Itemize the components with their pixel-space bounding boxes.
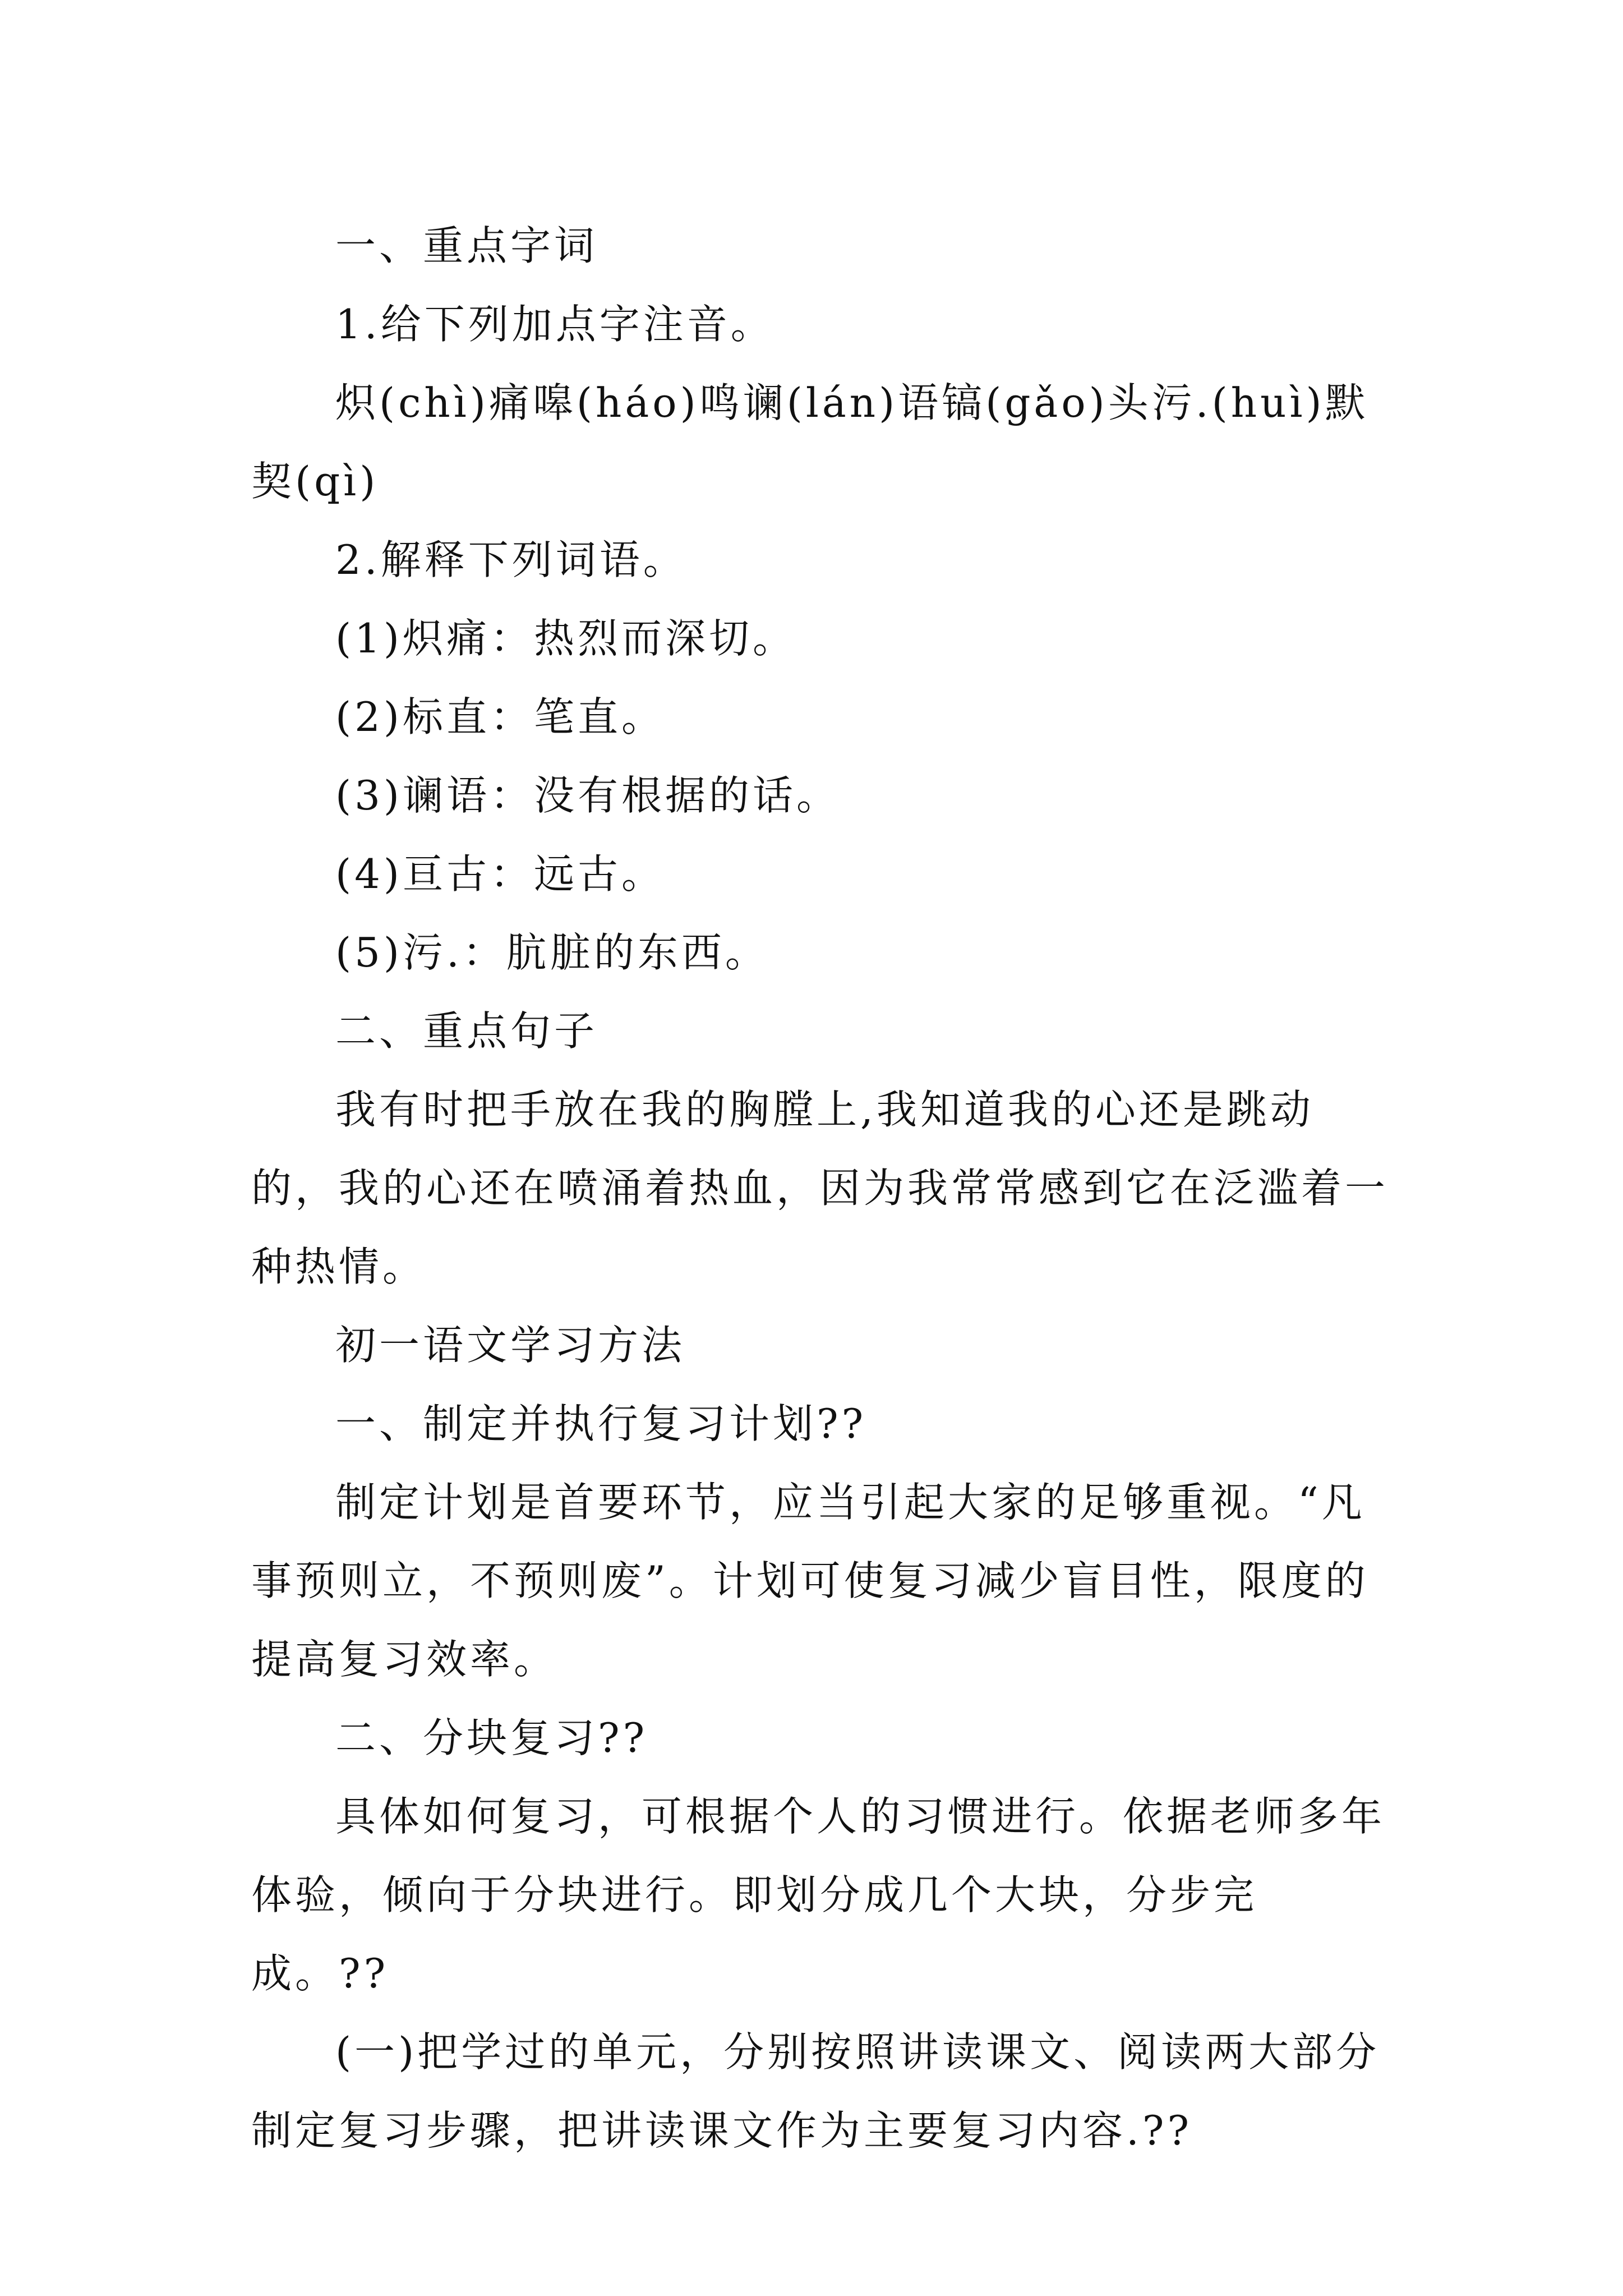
definition-3: (3)谰语：没有根据的话。 <box>335 772 840 819</box>
study-methods-title: 初一语文学习方法 <box>335 1322 686 1369</box>
method-1-heading: 一、制定并执行复习计划?? <box>335 1400 867 1447</box>
method-2-heading: 二、分块复习?? <box>335 1714 648 1761</box>
definition-4: (4)亘古：远古。 <box>335 850 665 898</box>
method-2-body: 具体如何复习，可根据个人的习惯进行。依据老师多年体验，倾向于分块进行。即划分成几个大块，分步完成。?? <box>251 1793 1386 1997</box>
section-heading-key-sentences: 二、重点句子 <box>335 1007 598 1055</box>
method-1-body: 制定计划是首要环节，应当引起大家的足够重视。“凡事预则立，不预则废”。计划可使复习减少盲目性，限度的提高复习效率。 <box>251 1479 1369 1683</box>
method-2-sub-1: (一)把学过的单元，分别按照讲读课文、阅读两大部分制定复习步骤，把讲读课文作为主要复习内容.?? <box>251 2028 1380 2154</box>
key-sentence-paragraph: 我有时把手放在我的胸膛上,我知道我的心还是跳动的，我的心还在喷涌着热血，因为我常常感到它在泛滥着一种热情。 <box>251 1086 1389 1290</box>
exercise-1-title: 1.给下列加点字注音。 <box>335 301 774 348</box>
exercise-2-title: 2.解释下列词语。 <box>335 536 687 583</box>
section-heading-key-words: 一、重点字词 <box>335 222 598 269</box>
document-body <box>251 206 1390 2170</box>
definition-5: (5)污.：肮脏的东西。 <box>335 929 769 976</box>
definition-2: (2)标直：笔直。 <box>335 693 665 740</box>
pinyin-line: 炽(chì)痛嗥(háo)鸣谰(lán)语镐(gǎo)头污.(huì)默契(qì) <box>251 379 1369 505</box>
definition-1: (1)炽痛：热烈而深切。 <box>335 615 796 662</box>
